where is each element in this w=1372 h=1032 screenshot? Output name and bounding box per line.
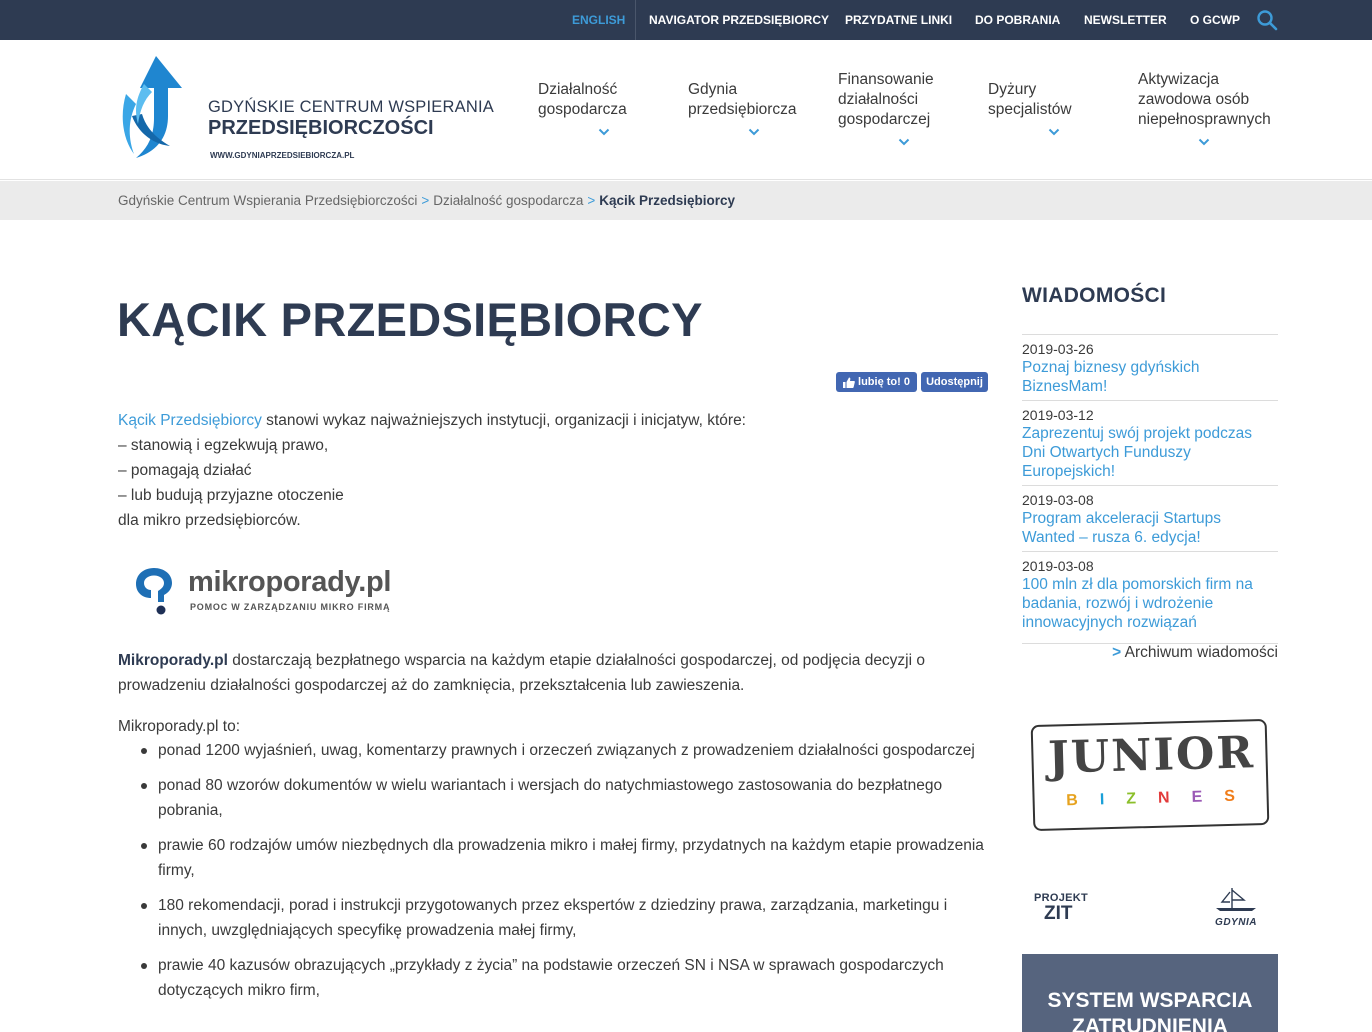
nav-label-line: działalności — [838, 91, 919, 108]
news-item — [1022, 485, 1278, 551]
junior-letter: N — [1157, 789, 1170, 807]
junior-letter: B — [1066, 791, 1079, 810]
news-date: 2019-03-08 — [1022, 558, 1094, 574]
junior-biznes-banner[interactable] — [1031, 719, 1270, 831]
logo-url: WWW.GDYNIAPRZEDSIEBIORCZA.PL — [210, 151, 355, 160]
chevron-down-icon — [1198, 138, 1210, 146]
gdynia-ship-icon — [1208, 886, 1264, 912]
gdynia-label: GDYNIA — [1215, 917, 1257, 928]
nav-label-line: niepełnosprawnych — [1138, 111, 1271, 128]
chevron-down-icon — [898, 138, 910, 146]
list-item: ponad 80 wzorów dokumentów w wielu wariantach i wersjach do natychmiastowego zastosowania do bezpłatnego pobrania, — [158, 773, 988, 823]
mikroporady-bold: Mikroporady.pl — [118, 652, 228, 669]
junior-letter: S — [1224, 787, 1236, 806]
news-date: 2019-03-08 — [1022, 492, 1094, 508]
news-link[interactable] — [1022, 509, 1278, 547]
news-title: WIADOMOŚCI — [1022, 284, 1167, 307]
mikroporady-question-icon — [134, 566, 176, 616]
gdynia-logo[interactable] — [1208, 886, 1264, 926]
breadcrumb — [118, 193, 735, 208]
topbar-link-downloads[interactable]: DO POBRANIA — [975, 13, 1061, 27]
news-link-line: Poznaj biznesy gdyńskich — [1022, 359, 1200, 376]
mikroporady-description — [118, 648, 988, 698]
news-link-line: Dni Otwartych Funduszy — [1022, 444, 1191, 461]
facebook-like-label: lubię to! 0 — [858, 376, 910, 388]
intro-rest: stanowi wykaz najważniejszych instytucji, organizacji i inicjatyw, które: — [261, 412, 746, 429]
logo-arrow-icon — [118, 54, 184, 160]
topbar-link-useful-links[interactable]: PRZYDATNE LINKI — [845, 13, 953, 27]
system-wsparcia-banner[interactable] — [1022, 954, 1278, 1032]
site-logo[interactable] — [118, 54, 494, 166]
nav-label-line: gospodarcza — [538, 101, 627, 118]
breadcrumb-current: Kącik Przedsiębiorcy — [599, 193, 736, 208]
junior-biznes-letters — [1034, 787, 1266, 811]
facebook-like-button[interactable] — [836, 372, 917, 392]
intro-line: dla mikro przedsiębiorców. — [118, 512, 301, 529]
list-item: prawie 60 rodzajów umów niezbędnych dla prowadzenia mikro i małej firmy, przydatnych na każdym etapie prowadzenia firmy, — [158, 833, 988, 883]
mikroporady-logo-subtitle: POMOC W ZARZĄDZANIU MIKRO FIRMĄ — [190, 602, 391, 612]
list-item: 180 rekomendacji, porad i instrukcji przygotowanych przez ekspertów z dziedziny prawa, zarządzania, marketingu i innych, uwzględniających specyfikę prowadzenia małej firmy, — [158, 893, 988, 943]
nav-label-line: Dyżury — [988, 81, 1037, 98]
topbar-link-newsletter[interactable]: NEWSLETTER — [1084, 13, 1167, 27]
topbar-link-navigator[interactable]: NAVIGATOR PRZEDSIĘBIORCY — [649, 13, 830, 27]
news-item — [1022, 400, 1278, 485]
page-title: KĄCIK PRZEDSIĘBIORCY — [117, 293, 703, 346]
breadcrumb-home[interactable]: Gdyńskie Centrum Wspierania Przedsiębiorczości — [118, 193, 418, 208]
nav-item-gdynia-business[interactable] — [688, 80, 797, 136]
topbar-divider — [635, 0, 636, 40]
breadcrumb-separator: > — [421, 193, 430, 208]
news-link-line: Zaprezentuj swój projekt podczas — [1022, 425, 1253, 442]
archive-label: Archiwum wiadomości — [1124, 644, 1278, 661]
mikroporady-to: Mikroporady.pl to: — [118, 718, 241, 735]
nav-label-line: Aktywizacja — [1138, 71, 1219, 88]
nav-label-line: zawodowa osób — [1138, 91, 1250, 108]
news-link[interactable] — [1022, 575, 1278, 632]
news-link[interactable] — [1022, 424, 1278, 481]
language-english-link[interactable]: ENGLISH — [572, 13, 626, 27]
nav-label-line: Gdynia — [688, 81, 738, 98]
nav-label-line: Finansowanie — [838, 71, 934, 88]
junior-letter: E — [1191, 788, 1203, 806]
nav-item-specialist-hours[interactable] — [988, 80, 1072, 136]
nav-label-line: specjalistów — [988, 101, 1072, 118]
topbar-link-about[interactable]: O GCWP — [1190, 13, 1240, 27]
nav-item-disability-activation[interactable] — [1138, 70, 1271, 146]
nav-item-business-activity[interactable] — [538, 80, 627, 136]
projekt-zit-logo[interactable] — [1034, 892, 1094, 926]
junior-letter: Z — [1126, 790, 1137, 808]
logo-line-2: PRZEDSIĘBIORCZOŚCI — [208, 117, 434, 139]
news-date: 2019-03-12 — [1022, 407, 1094, 423]
news-item — [1022, 551, 1278, 636]
list-item: ponad 1200 wyjaśnień, uwag, komentarzy prawnych i orzeczeń związanych z prowadzeniem działalności gospodarczej — [158, 738, 988, 763]
archive-chevron-icon: > — [1112, 644, 1122, 661]
news-link-line: Europejskich! — [1022, 463, 1116, 480]
zit-main-label: ZIT — [1044, 903, 1073, 924]
news-link-line: 100 mln zł dla pomorskich firm na — [1022, 576, 1253, 593]
nav-label-line: przedsiębiorcza — [688, 101, 797, 118]
junior-letter: I — [1099, 791, 1105, 809]
news-date: 2019-03-26 — [1022, 341, 1094, 357]
intro-line: – pomagają działać — [118, 462, 252, 479]
news-item — [1022, 334, 1278, 400]
news-link-line: Program akceleracji Startups — [1022, 510, 1221, 527]
mikroporady-logo-name: mikroporady.pl — [188, 566, 392, 598]
chevron-down-icon — [748, 128, 760, 136]
news-link-line: innowacyjnych rozwiązań — [1022, 614, 1197, 631]
news-link[interactable] — [1022, 358, 1278, 396]
breadcrumb-separator: > — [587, 193, 596, 208]
news-archive-link[interactable] — [1022, 643, 1278, 662]
intro-line: – lub budują przyjazne otoczenie — [118, 487, 344, 504]
junior-word: JUNIOR — [1047, 727, 1256, 784]
intro-text — [118, 408, 988, 533]
logo-line-1: GDYŃSKIE CENTRUM WSPIERANIA — [208, 98, 494, 116]
intro-line: – stanowią i egzekwują prawo, — [118, 437, 329, 454]
nav-label-line: Działalność — [538, 81, 618, 98]
thumbs-up-icon — [843, 377, 855, 388]
news-link-line: BiznesMam! — [1022, 378, 1108, 395]
news-link-line: badania, rozwój i wdrożenie — [1022, 595, 1214, 612]
nav-label-line: gospodarczej — [838, 111, 931, 128]
sws-title: SYSTEM WSPARCIA ZATRUDNIENIA — [1047, 989, 1253, 1032]
intro-link[interactable]: Kącik Przedsiębiorcy — [118, 412, 262, 429]
facebook-share-button[interactable]: Udostępnij — [921, 372, 988, 392]
nav-item-financing[interactable] — [838, 70, 934, 146]
news-link-line: Wanted – rusza 6. edycja! — [1022, 529, 1201, 546]
chevron-down-icon — [598, 128, 610, 136]
chevron-down-icon — [1048, 128, 1060, 136]
zit-top-label: PROJEKT — [1034, 892, 1089, 904]
search-icon[interactable] — [1256, 9, 1278, 31]
list-item: prawie 40 kazusów obrazujących „przykłady z życia” na podstawie orzeczeń SN i NSA w sprawach gospodarczych dotyczących mikro firm, — [158, 953, 988, 1003]
mikroporady-list — [158, 738, 988, 1013]
mikroporady-desc: dostarczają bezpłatnego wsparcia na każdym etapie działalności gospodarczej, od podjęcia decyzji o prowadzeniu działalności gospodarczej aż do zamknięcia, przekształcenia lub zawieszenia. — [118, 652, 925, 694]
breadcrumb-parent[interactable]: Działalność gospodarcza — [433, 193, 584, 208]
mikroporady-logo[interactable] — [134, 560, 414, 618]
